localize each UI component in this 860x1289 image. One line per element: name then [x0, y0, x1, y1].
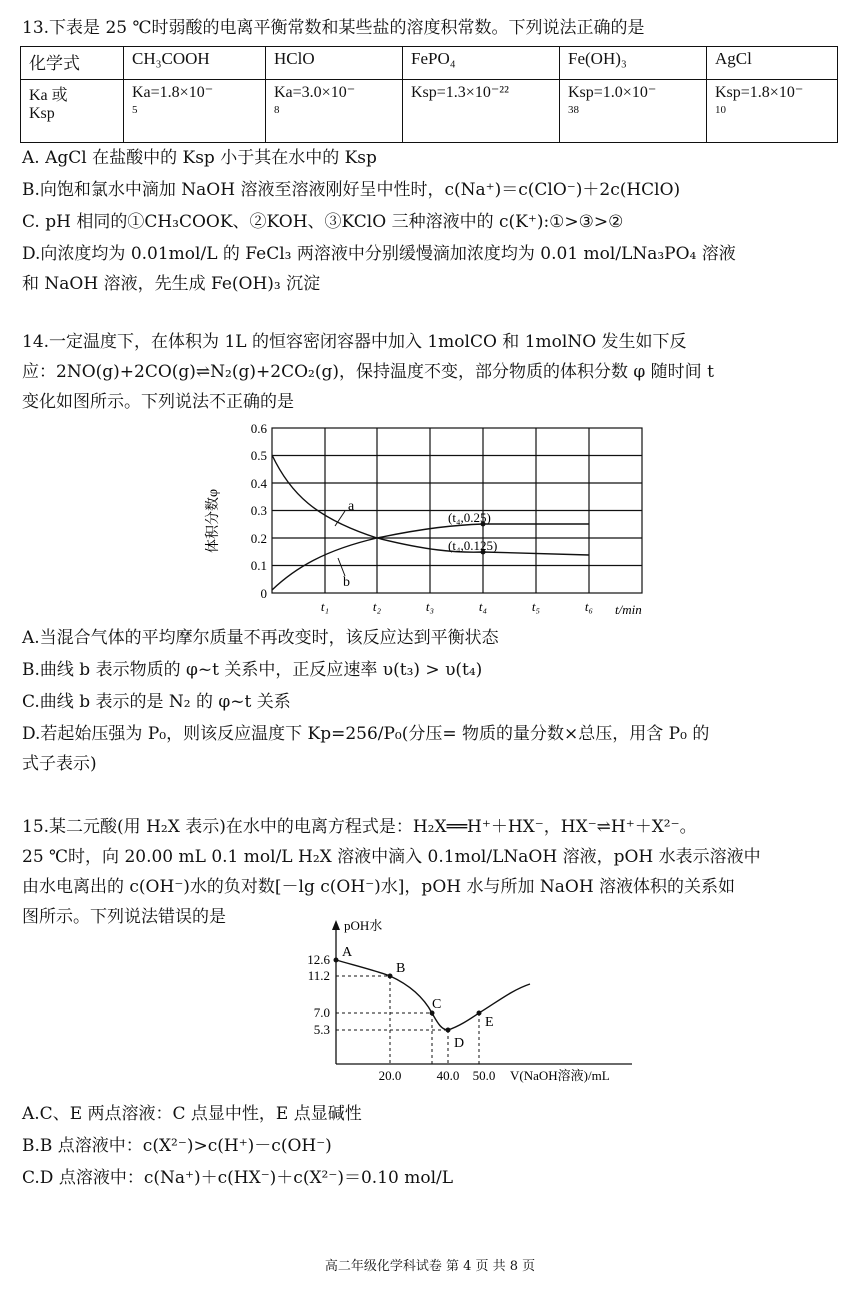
- point-a: [334, 958, 339, 963]
- point-label: D: [454, 1036, 465, 1051]
- q14-stem-line1: 14.一定温度下，在体积为 1L 的恒容密闭容器中加入 1molCO 和 1molNO 发生如下反: [22, 332, 687, 352]
- x-tick-label: t₄: [478, 599, 488, 614]
- cell-main: Ksp=1.0×10⁻: [568, 84, 657, 101]
- table-cell: [560, 80, 707, 143]
- y-tick-label: 11.2: [307, 968, 330, 983]
- point-upper-label: (t₄,0.25): [448, 510, 491, 525]
- y-tick-labels: [307, 952, 330, 1037]
- table-header-row: [21, 47, 838, 80]
- point-labels: [342, 945, 494, 1051]
- y-tick-label: 5.3: [313, 1022, 330, 1037]
- q14-option-d-line2: 式子表示): [22, 754, 97, 774]
- table-header-cell: 化学式: [21, 47, 124, 80]
- x-tick-labels: [321, 599, 593, 614]
- table-cell: [403, 80, 560, 143]
- y-tick-label: 0.6: [250, 421, 267, 436]
- point-label: B: [396, 961, 406, 976]
- q14-stem-line2: 应：2NO(g)+2CO(g)⇌N₂(g)+2CO₂(g)，保持温度不变，部分物质的体积分数 φ 随时间 t: [22, 362, 714, 382]
- row-label-line1: Ka 或: [29, 87, 68, 104]
- table-cell: [707, 80, 838, 143]
- table-row-label: [21, 80, 124, 143]
- cell-main: Ksp=1.8×10⁻: [715, 84, 804, 101]
- point-lower-label: (t₄,0.125): [448, 538, 498, 553]
- q14-option-b: B.曲线 b 表示物质的 φ~t 关系中，正反应速率 υ(t₃) > υ(t₄): [22, 660, 483, 680]
- x-axis-label: t/min: [615, 602, 642, 617]
- table-cell: [266, 80, 403, 143]
- x-tick-label: t₁: [320, 599, 330, 614]
- table-row: [21, 80, 838, 143]
- q15-stem-line3: 由水电离出的 c(OH⁻)水的负对数[－lg c(OH⁻)水]，pOH 水与所加 NaOH 溶液体积的关系如: [22, 877, 736, 897]
- cell-cont: 5: [132, 104, 138, 116]
- x-tick-label: t₆: [584, 599, 594, 614]
- q15-stem-line4: 图所示。下列说法错误的是: [22, 907, 226, 927]
- q13-option-d-line1: D.向浓度均为 0.01mol/L 的 FeCl₃ 两溶液中分别缓慢滴加浓度均为 0.01 mol/LNa₃PO₄ 溶液: [22, 244, 736, 264]
- cell-main: Ka=1.8×10⁻: [132, 84, 214, 101]
- y-tick-label: 0.2: [250, 531, 267, 546]
- curve-points: [334, 958, 482, 1033]
- x-tick-label: 20.0: [378, 1068, 402, 1083]
- volume-fraction-chart: [195, 418, 665, 620]
- q15-stem-line2: 25 ℃时，向 20.00 mL 0.1 mol/L H₂X 溶液中滴入 0.1mol/LNaOH 溶液，pOH 水表示溶液中: [22, 847, 761, 867]
- q13-option-a: A. AgCl 在盐酸中的 Ksp 小于其在水中的 Ksp: [22, 148, 377, 168]
- y-tick-label: 0.3: [250, 503, 267, 518]
- cell-main: Ka=3.0×10⁻: [274, 84, 356, 101]
- q15-stem-line1: 15.某二元酸(用 H₂X 表示)在水中的电离方程式是：H₂X══H⁺＋HX⁻，HX⁻⇌H⁺＋X²⁻。: [22, 817, 697, 837]
- table-header-cell: FePO₄: [403, 47, 560, 80]
- point-d: [446, 1028, 451, 1033]
- y-tick-label: 0.1: [250, 558, 267, 573]
- q13-option-d-line2: 和 NaOH 溶液，先生成 Fe(OH)₃ 沉淀: [22, 274, 321, 294]
- q15-option-a: A.C、E 两点溶液：C 点显中性，E 点显碱性: [22, 1104, 362, 1124]
- y-tick-label: 0.5: [250, 448, 267, 463]
- q13-option-b: B.向饱和氯水中滴加 NaOH 溶液至溶液刚好呈中性时，c(Na⁺)＝c(ClO⁻)＋2c(HClO): [22, 180, 681, 200]
- cell-main: Ksp=1.3×10⁻²²: [411, 84, 509, 101]
- poh-curve: [336, 960, 530, 1030]
- chart-axes: [336, 924, 632, 1064]
- label-b-leader: [338, 558, 345, 576]
- q14-option-a: A.当混合气体的平均摩尔质量不再改变时，该反应达到平衡状态: [22, 628, 499, 648]
- q14-option-c: C.曲线 b 表示的是 N₂ 的 φ~t 关系: [22, 692, 291, 712]
- q14-option-d-line1: D.若起始压强为 P₀，则该反应温度下 Kp=256/P₀(分压= 物质的量分数×总压，用含 P₀ 的: [22, 724, 710, 744]
- point-label: C: [432, 997, 442, 1012]
- q13-option-c: C. pH 相同的①CH₃COOK、②KOH、③KClO 三种溶液中的 c(K⁺):①>③>②: [22, 212, 624, 232]
- table-header-cell: HClO: [266, 47, 403, 80]
- table-cell: [124, 80, 266, 143]
- curve-a-label: a: [348, 499, 355, 514]
- q15-option-c: C.D 点溶液中：c(Na⁺)＋c(HX⁻)＋c(X²⁻)＝0.10 mol/L: [22, 1168, 454, 1188]
- x-tick-labels: [379, 1068, 496, 1083]
- point-e: [477, 1011, 482, 1016]
- y-tick-label: 0.4: [250, 476, 267, 491]
- table-header-cell: Fe(OH)₃: [560, 47, 707, 80]
- table-header-cell: CH₃COOH: [124, 47, 266, 80]
- q13-stem: 13.下表是 25 ℃时弱酸的电离平衡常数和某些盐的溶度积常数。下列说法正确的是: [22, 18, 645, 38]
- x-tick-label: 50.0: [472, 1068, 496, 1083]
- y-axis-label: pOH水: [344, 918, 383, 933]
- x-axis-label: V(NaOH溶液)/mL: [510, 1068, 610, 1083]
- curve-b-label: b: [343, 575, 350, 590]
- y-tick-label: 7.0: [313, 1005, 330, 1020]
- point-label: A: [342, 945, 353, 960]
- x-tick-label: 40.0: [436, 1068, 460, 1083]
- constants-table: [20, 46, 838, 143]
- table-header-cell: AgCl: [707, 47, 838, 80]
- y-axis-arrow: [332, 920, 340, 930]
- x-tick-label: t₅: [531, 599, 541, 614]
- x-tick-label: t₂: [372, 599, 382, 614]
- cell-cont: 10: [715, 104, 726, 116]
- point-b: [388, 974, 393, 979]
- point-label: E: [485, 1015, 494, 1030]
- page-footer: 高二年级化学科试卷 第 4 页 共 8 页: [324, 1259, 536, 1274]
- y-tick-label: 12.6: [307, 952, 330, 967]
- row-label-line2: Ksp: [29, 105, 55, 122]
- cell-cont: 38: [568, 104, 579, 116]
- x-tick-label: t₃: [425, 599, 435, 614]
- y-axis-label: 体积分数φ: [206, 488, 221, 553]
- y-tick-label: 0: [260, 586, 267, 601]
- y-tick-labels: [251, 421, 268, 601]
- q14-stem-line3: 变化如图所示。下列说法不正确的是: [22, 392, 294, 412]
- cell-cont: 8: [274, 104, 280, 116]
- poh-titration-chart: [292, 918, 652, 1086]
- q15-option-b: B.B 点溶液中：c(X²⁻)>c(H⁺)－c(OH⁻): [22, 1136, 332, 1156]
